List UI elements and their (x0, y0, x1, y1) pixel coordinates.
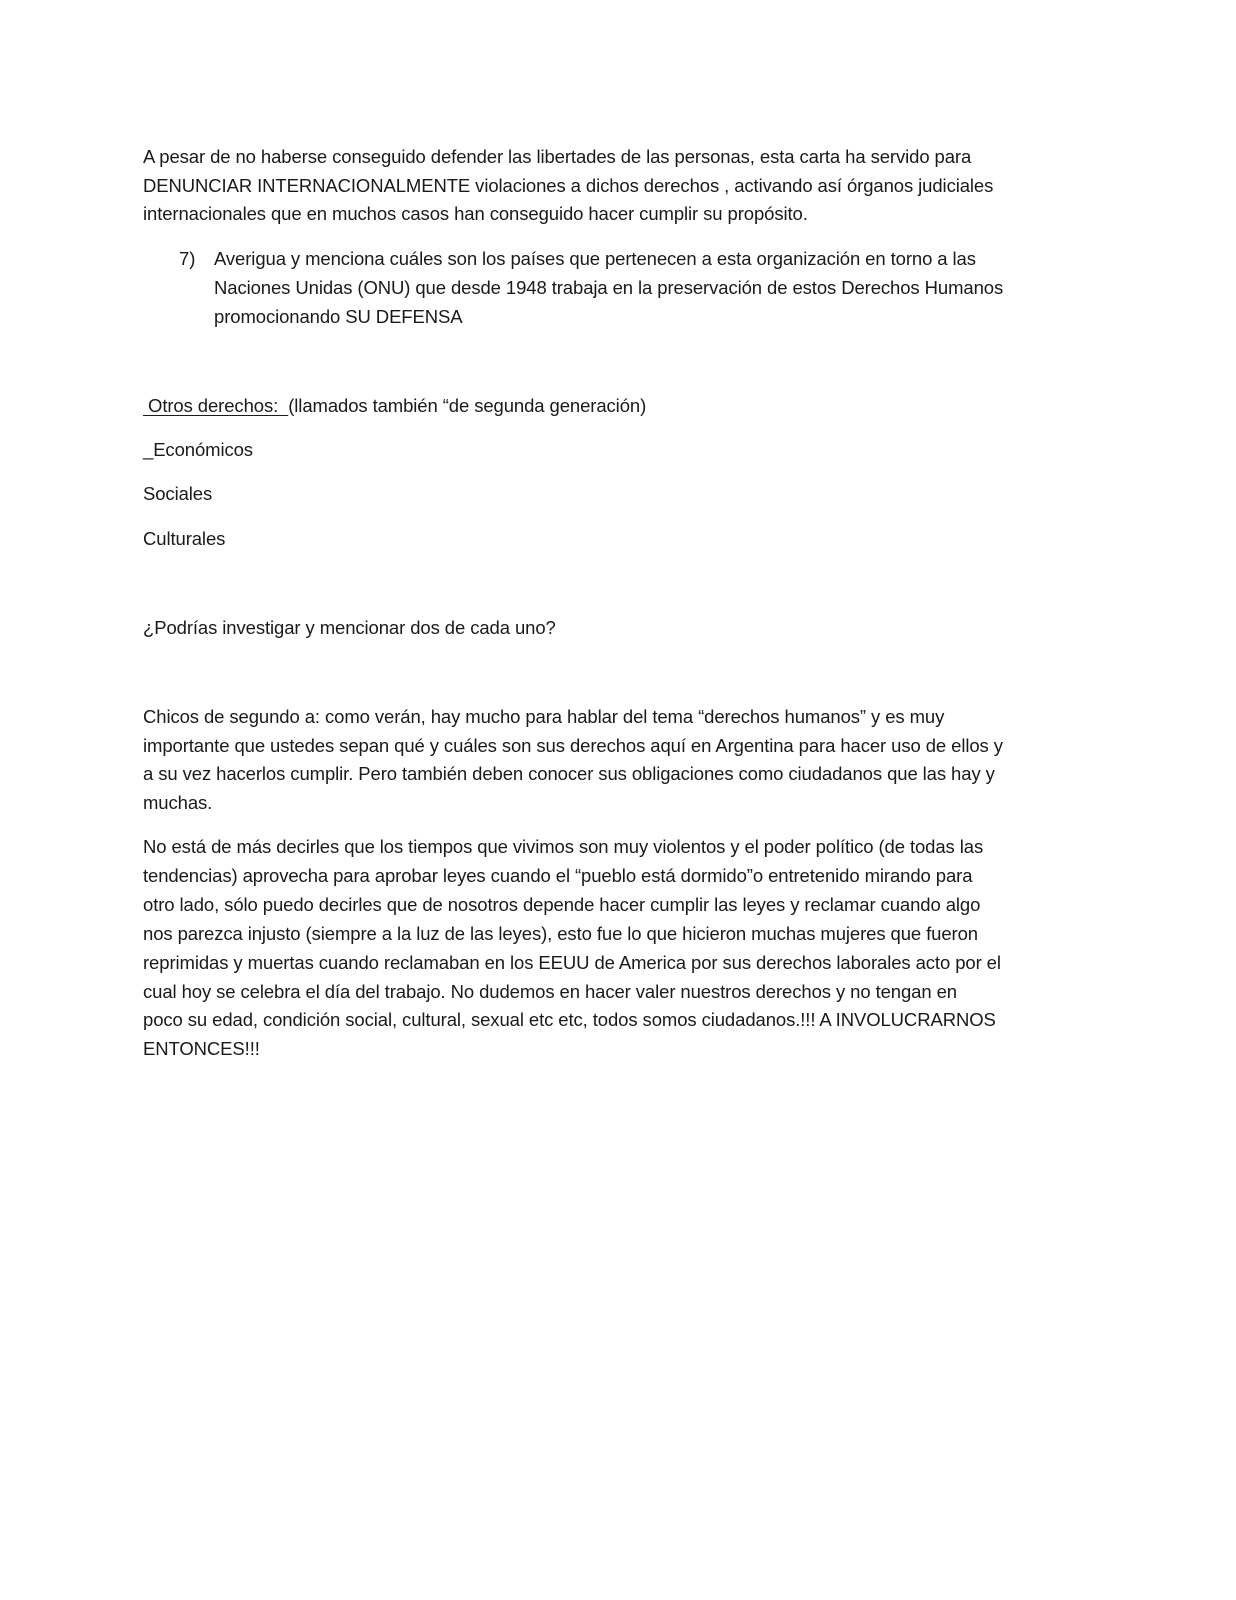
other-rights-heading-line (143, 391, 646, 420)
message-line: muchas. (143, 792, 213, 813)
intro-line: A pesar de no haberse conseguido defender las libertades de las personas, esta carta ha servido para (143, 146, 972, 167)
question-line: promocionando SU DEFENSA (214, 306, 463, 327)
intro-line: internacionales que en muchos casos han conseguido hacer cumplir su propósito. (143, 203, 808, 224)
question-line: Naciones Unidas (ONU) que desde 1948 trabaja en la preservación de estos Derechos Humanos (214, 277, 1004, 298)
other-rights-heading-note: (llamados también “de segunda generación) (288, 395, 647, 416)
question-line: Averigua y menciona cuáles son los países que pertenecen a esta organización en torno a las (214, 248, 976, 269)
rights-item: Culturales (143, 528, 226, 549)
message-line: a su vez hacerlos cumplir. Pero también deben conocer sus obligaciones como ciudadanos que las hay y (143, 763, 995, 784)
message-line: cual hoy se celebra el día del trabajo. No dudemos en hacer valer nuestros derechos y no tengan en (143, 981, 957, 1002)
message-line: nos parezca injusto (siempre a la luz de las leyes), esto fue lo que hicieron muchas mujeres que fueron (143, 923, 978, 944)
rights-item: _Económicos (143, 439, 253, 460)
message-line: No está de más decirles que los tiempos que vivimos son muy violentos y el poder político (de todas las (143, 836, 984, 857)
rights-item: Sociales (143, 483, 213, 504)
intro-line: DENUNCIAR INTERNACIONALMENTE violaciones a dichos derechos , activando así órganos judiciales (143, 175, 994, 196)
other-rights-heading: Otros derechos: (143, 395, 289, 416)
list-number: 7) (179, 248, 196, 269)
message-line: importante que ustedes sepan qué y cuáles son sus derechos aquí en Argentina para hacer uso de ellos y (143, 735, 1003, 756)
message-line: otro lado, sólo puedo decirles que de nosotros depende hacer cumplir las leyes y reclamar cuando algo (143, 894, 981, 915)
research-question: ¿Podrías investigar y mencionar dos de cada uno? (143, 617, 556, 638)
message-line: ENTONCES!!! (143, 1038, 260, 1059)
message-line: tendencias) aprovecha para aprobar leyes cuando el “pueblo está dormido”o entretenido mirando para (143, 865, 973, 886)
message-line: Chicos de segundo a: como verán, hay mucho para hablar del tema “derechos humanos” y es muy (143, 706, 945, 727)
message-line: reprimidas y muertas cuando reclamaban en los EEUU de America por sus derechos laborales acto por el (143, 952, 1001, 973)
message-line: poco su edad, condición social, cultural, sexual etc etc, todos somos ciudadanos.!!! A INVOLUCRARNOS (143, 1009, 996, 1030)
